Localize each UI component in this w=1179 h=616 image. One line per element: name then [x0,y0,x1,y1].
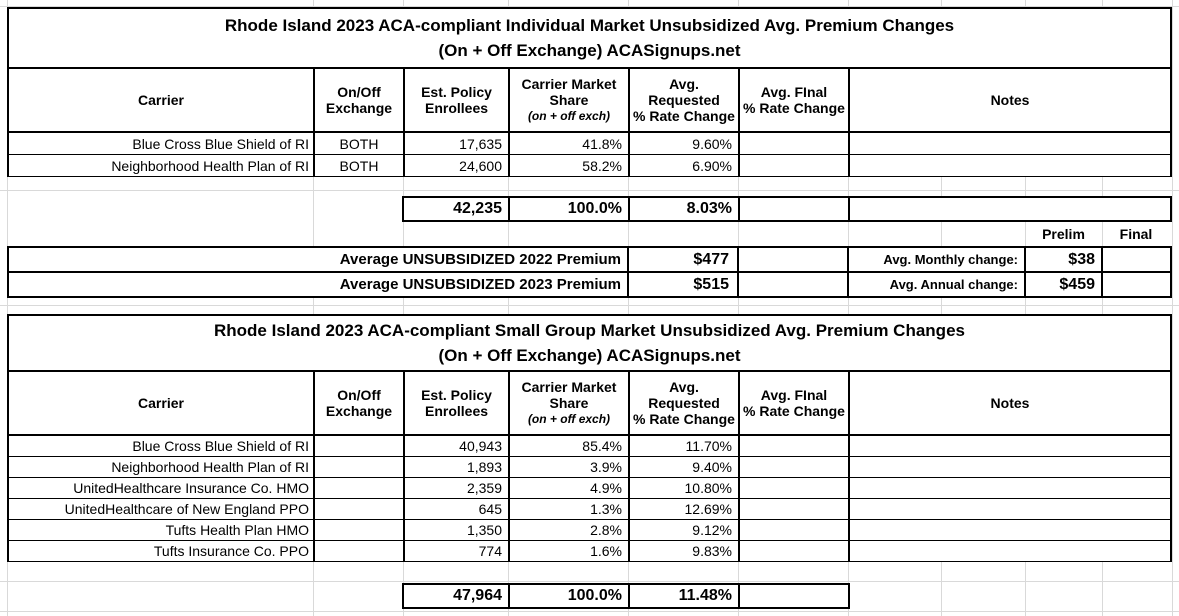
carrier-cell[interactable]: Tufts Insurance Co. PPO [8,541,314,562]
share-cell[interactable]: 41.8% [509,132,629,155]
requested-cell[interactable]: 9.40% [629,457,739,478]
average-premium-box [7,246,1172,298]
col-header-final[interactable]: Avg. FInal % Rate Change [739,371,849,435]
carrier-cell[interactable]: UnitedHealthcare Insurance Co. HMO [8,478,314,499]
avg-2023-premium[interactable]: $515 [628,272,738,297]
exchange-cell[interactable] [314,541,404,562]
table-row [8,457,1171,478]
requested-cell[interactable]: 9.60% [629,132,739,155]
requested-cell[interactable]: 9.12% [629,520,739,541]
notes-cell[interactable] [849,478,1171,499]
final-cell[interactable] [739,155,849,177]
title-line1: Rhode Island 2023 ACA-compliant Small Group Market Unsubsidized Avg. Premium Changes [214,321,965,340]
share-cell[interactable]: 1.6% [509,541,629,562]
title-line2: (On + Off Exchange) ACASignups.net [438,41,741,60]
notes-cell[interactable] [849,155,1171,177]
final-cell[interactable] [739,478,849,499]
col-header-market-share[interactable]: Carrier Market Share (on + off exch) [509,68,629,132]
enrollees-cell[interactable]: 17,635 [404,132,509,155]
share-cell[interactable]: 3.9% [509,457,629,478]
col-header-requested[interactable]: Avg. Requested % Rate Change [629,68,739,132]
enrollees-cell[interactable]: 645 [404,499,509,520]
exchange-cell[interactable]: BOTH [314,155,404,177]
final-label: Final [1119,226,1153,242]
avg-2023-label[interactable]: Average UNSUBSIDIZED 2023 Premium [8,272,628,297]
notes-cell[interactable] [849,520,1171,541]
total-share[interactable]: 100.0% [509,584,629,608]
individual-market-table [7,7,1172,177]
notes-cell[interactable] [849,457,1171,478]
requested-cell[interactable]: 9.83% [629,541,739,562]
table-row [8,499,1171,520]
small-group-market-totals [402,583,850,609]
total-requested[interactable]: 11.48% [629,584,739,608]
total-final[interactable] [739,584,849,608]
annual-change-prelim[interactable]: $459 [1025,272,1102,297]
share-cell[interactable]: 4.9% [509,478,629,499]
notes-cell[interactable] [849,435,1171,457]
carrier-cell[interactable]: Tufts Health Plan HMO [8,520,314,541]
col-header-enrollees[interactable]: Est. Policy Enrollees [404,68,509,132]
title-line2: (On + Off Exchange) ACASignups.net [438,346,741,365]
prelim-label: Prelim [1042,226,1085,242]
gridline [0,581,1179,582]
col-header-requested[interactable]: Avg. Requested % Rate Change [629,371,739,435]
final-cell[interactable] [739,435,849,457]
requested-cell[interactable]: 10.80% [629,478,739,499]
enrollees-cell[interactable]: 1,350 [404,520,509,541]
share-cell[interactable]: 2.8% [509,520,629,541]
col-header-exchange[interactable]: On/Off Exchange [314,371,404,435]
gridline [1172,0,1173,616]
exchange-cell[interactable] [314,435,404,457]
final-cell[interactable] [739,520,849,541]
monthly-change-final[interactable] [1102,247,1171,272]
col-header-final[interactable]: Avg. FInal % Rate Change [739,68,849,132]
share-cell[interactable]: 58.2% [509,155,629,177]
small-group-market-title[interactable] [8,315,1171,371]
total-share[interactable]: 100.0% [509,197,629,221]
notes-cell[interactable] [849,499,1171,520]
carrier-cell[interactable]: UnitedHealthcare of New England PPO [8,499,314,520]
carrier-cell[interactable]: Neighborhood Health Plan of RI [8,457,314,478]
avg-2023-premium-final[interactable] [738,272,848,297]
share-cell[interactable]: 85.4% [509,435,629,457]
enrollees-cell[interactable]: 40,943 [404,435,509,457]
carrier-cell[interactable]: Neighborhood Health Plan of RI [8,155,314,177]
total-notes[interactable] [849,197,1171,221]
table-row [8,541,1171,562]
total-enrollees[interactable]: 47,964 [403,584,509,608]
individual-market-title[interactable] [8,8,1171,68]
total-final[interactable] [739,197,849,221]
table-row [8,478,1171,499]
notes-cell[interactable] [849,132,1171,155]
carrier-cell[interactable]: Blue Cross Blue Shield of RI [8,435,314,457]
col-header-notes[interactable]: Notes [849,68,1171,132]
notes-cell[interactable] [849,541,1171,562]
gridline [0,305,1179,306]
total-enrollees[interactable]: 42,235 [403,197,509,221]
exchange-cell[interactable] [314,499,404,520]
annual-change-label[interactable]: Avg. Annual change: [848,272,1025,297]
avg-2022-label[interactable]: Average UNSUBSIDIZED 2022 Premium [8,247,628,272]
final-cell[interactable] [739,457,849,478]
final-cell[interactable] [739,499,849,520]
col-header-enrollees[interactable]: Est. Policy Enrollees [404,371,509,435]
requested-cell[interactable]: 11.70% [629,435,739,457]
col-header-carrier[interactable]: Carrier [8,371,314,435]
final-cell[interactable] [739,132,849,155]
summary-row [8,247,1171,272]
total-requested[interactable]: 8.03% [629,197,739,221]
header-row [8,371,1171,435]
individual-market-totals [402,196,1172,222]
col-header-exchange[interactable]: On/Off Exchange [314,68,404,132]
col-header-market-share[interactable]: Carrier Market Share (on + off exch) [509,371,629,435]
annual-change-final[interactable] [1102,272,1171,297]
enrollees-cell[interactable]: 2,359 [404,478,509,499]
small-group-market-table [7,314,1172,562]
gridline [0,190,1179,191]
table-row [8,155,1171,177]
header-row [8,68,1171,132]
title-line1: Rhode Island 2023 ACA-compliant Individual Market Unsubsidized Avg. Premium Changes [224,16,955,35]
share-cell[interactable]: 1.3% [509,499,629,520]
requested-cell[interactable]: 6.90% [629,155,739,177]
exchange-cell[interactable] [314,520,404,541]
exchange-cell[interactable] [314,457,404,478]
exchange-cell[interactable]: BOTH [314,132,404,155]
table-row [8,132,1171,155]
enrollees-cell[interactable]: 774 [404,541,509,562]
enrollees-cell[interactable]: 1,893 [404,457,509,478]
summary-row [8,272,1171,297]
monthly-change-prelim[interactable]: $38 [1025,247,1102,272]
monthly-change-label[interactable]: Avg. Monthly change: [848,247,1025,272]
final-cell[interactable] [739,541,849,562]
col-header-carrier[interactable]: Carrier [8,68,314,132]
table-row [8,435,1171,457]
table-row [8,520,1171,541]
exchange-cell[interactable] [314,478,404,499]
avg-2022-premium[interactable]: $477 [628,247,738,272]
requested-cell[interactable]: 12.69% [629,499,739,520]
carrier-cell[interactable]: Blue Cross Blue Shield of RI [8,132,314,155]
enrollees-cell[interactable]: 24,600 [404,155,509,177]
avg-2022-premium-final[interactable] [738,247,848,272]
col-header-notes[interactable]: Notes [849,371,1171,435]
gridline [0,611,1179,612]
